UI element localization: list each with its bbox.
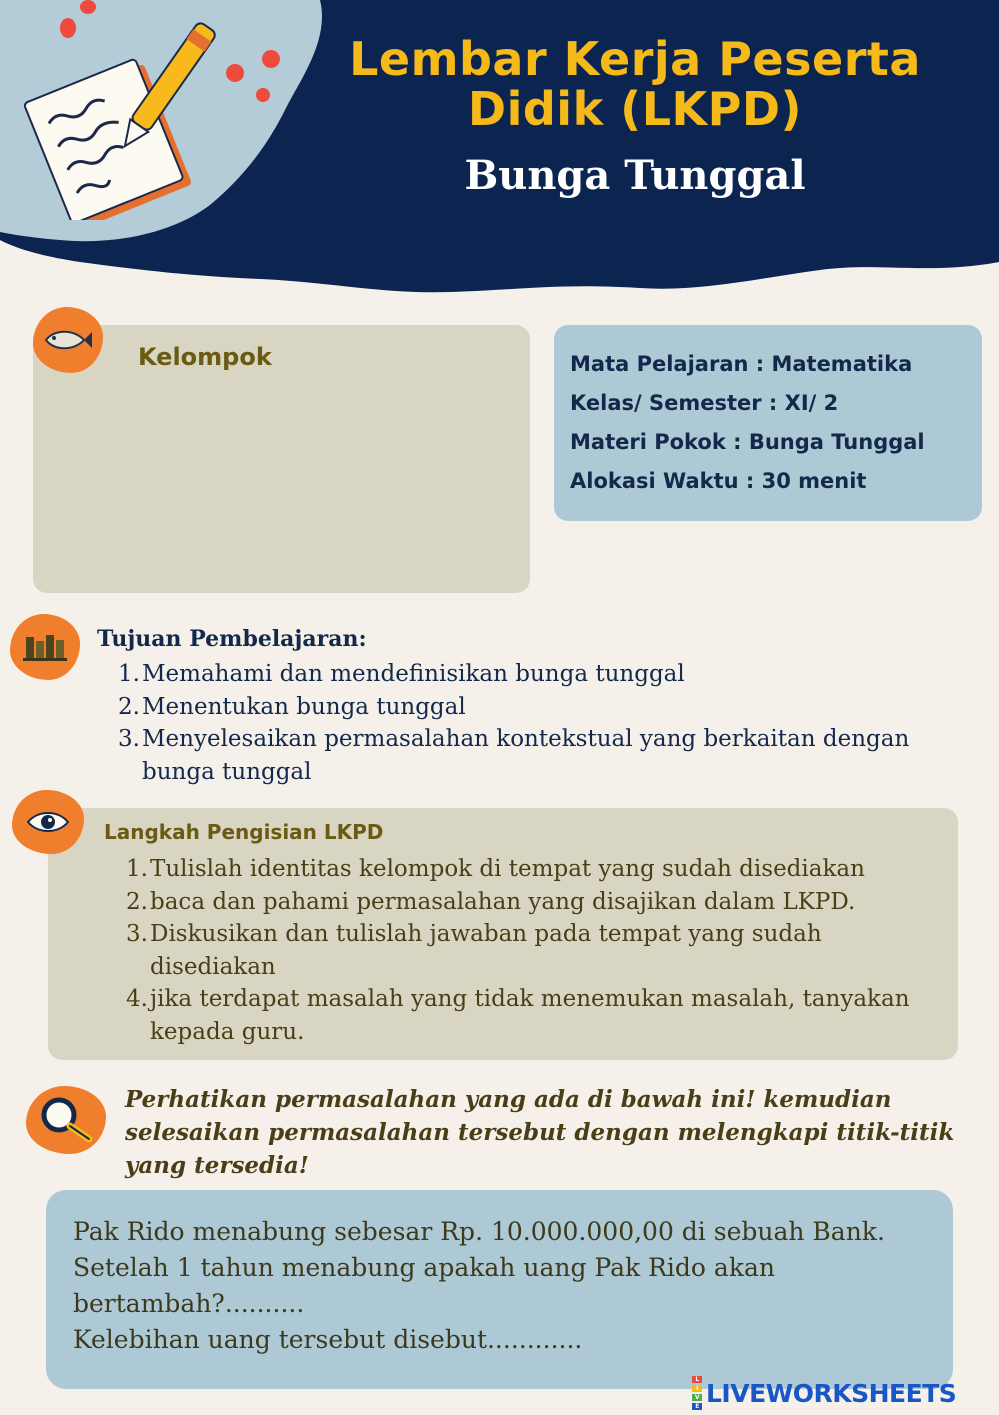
list-item: 1. Tulislah identitas kelompok di tempat yang sudah disediakan [126, 856, 865, 882]
problem-line: Pak Rido menabung sebesar Rp. 10.000.000,00 di sebuah Bank. [73, 1217, 885, 1246]
lesson-info-list [570, 345, 925, 501]
list-item: 2. baca dan pahami permasalahan yang disajikan dalam LKPD. [126, 888, 856, 915]
notebook-pen-icon [20, 20, 220, 220]
books-icon [20, 631, 70, 663]
langkah-icon-badge [12, 790, 84, 854]
langkah-list [126, 853, 926, 1048]
list-item: 1. Memahami dan mendefinisikan bunga tunggal [118, 661, 685, 687]
brand-name: LIVEWORKSHEETS [706, 1378, 957, 1408]
liveworksheets-logo[interactable] [692, 1375, 956, 1411]
problem-text [73, 1214, 933, 1358]
kelompok-icon-badge [33, 307, 103, 373]
list-item: 4. jika terdapat masalah yang tidak menemukan masalah, tanyakan kepada guru. [126, 986, 910, 1045]
info-kelas-semester: Kelas/ Semester : XI/ 2 [570, 391, 839, 415]
tujuan-icon-badge [10, 614, 80, 680]
page-subtitle: Bunga Tunggal [464, 152, 806, 199]
tujuan-heading: Tujuan Pembelajaran: [97, 626, 367, 652]
tujuan-list [118, 658, 968, 788]
petal-decoration [226, 64, 244, 82]
petal-decoration [80, 0, 96, 14]
langkah-heading: Langkah Pengisian LKPD [104, 820, 384, 844]
eye-icon [26, 809, 70, 835]
instruction-text: Perhatikan permasalahan yang ada di bawah ini! kemudian selesaikan permasalahan tersebut dengan melengkapi titik-titik yang tersedia! [125, 1086, 955, 1179]
fish-icon [42, 325, 94, 355]
list-item: 3. Menyelesaikan permasalahan kontekstual yang berkaitan dengan bunga tunggal [118, 726, 910, 785]
magnifier-icon [37, 1095, 95, 1145]
info-materi-pokok: Materi Pokok : Bunga Tunggal [570, 430, 925, 454]
brand-logo-icon: L I V E [692, 1375, 702, 1411]
list-item: 2. Menentukan bunga tunggal [118, 693, 466, 720]
instruction-icon-badge [26, 1086, 106, 1154]
petal-decoration [262, 50, 280, 68]
kelompok-label: Kelompok [138, 343, 272, 371]
info-alokasi-waktu: Alokasi Waktu : 30 menit [570, 469, 867, 493]
problem-question-blank[interactable]: Setelah 1 tahun menabung apakah uang Pak Rido akan bertambah?.......... [73, 1253, 775, 1318]
list-item: 3. Diskusikan dan tulislah jawaban pada tempat yang sudah disediakan [126, 921, 822, 980]
info-mata-pelajaran: Mata Pelajaran : Matematika [570, 352, 913, 376]
kelompok-box[interactable] [33, 325, 530, 593]
problem-term-blank[interactable]: Kelebihan uang tersebut disebut............ [73, 1325, 583, 1354]
petal-decoration [256, 88, 270, 102]
page-title: Lembar Kerja Peserta Didik (LKPD) [349, 32, 921, 136]
